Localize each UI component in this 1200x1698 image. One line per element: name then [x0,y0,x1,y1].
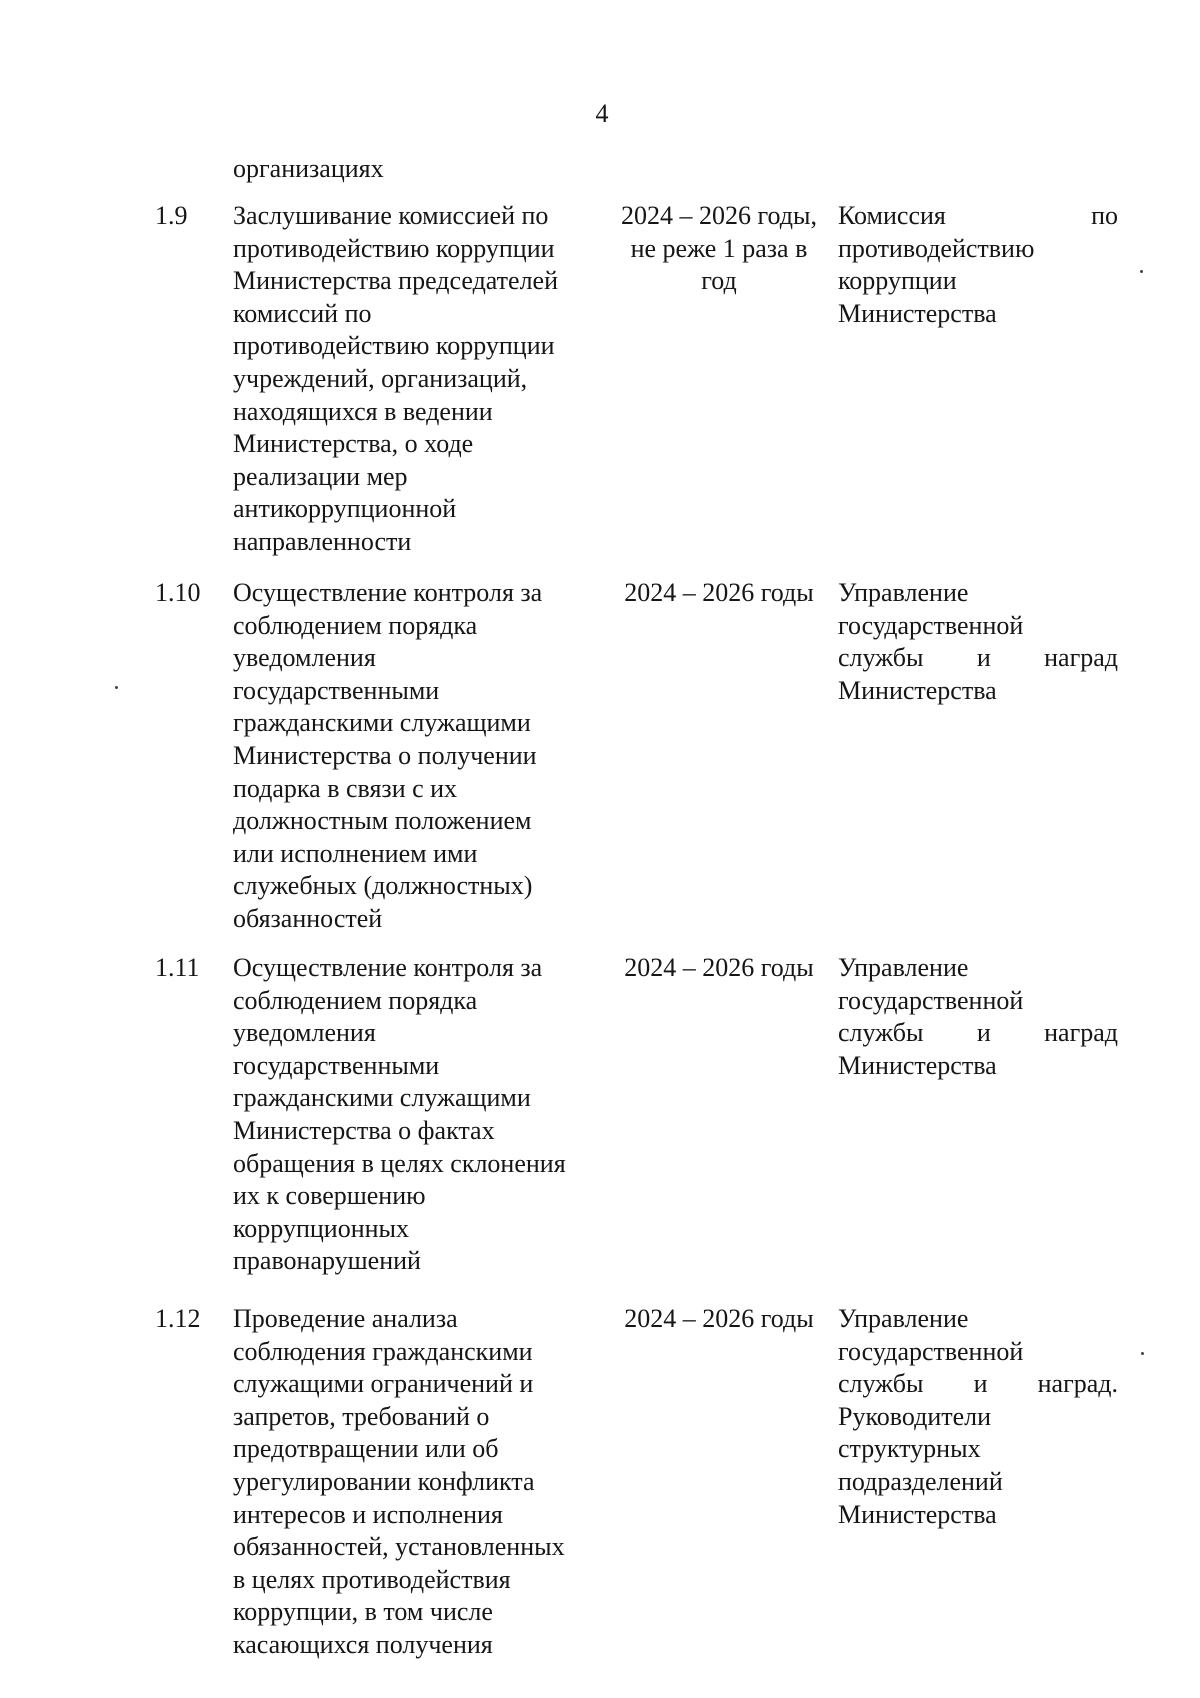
scan-speck [115,686,118,689]
implementation-period: 2024 – 2026 годы [624,953,814,982]
responsible-word: службы [838,1369,924,1399]
responsible-word: Управление [838,1304,969,1333]
responsible-word: наград [1044,1018,1118,1048]
responsible-word: службы [838,1018,924,1048]
responsible-line [838,675,1118,708]
responsible-line [838,577,1118,610]
continuation-text: организациях [233,154,384,183]
responsible-line [838,200,1118,233]
responsible-line [838,1303,1118,1336]
responsible-party [838,952,1118,1082]
responsible-word: службы [838,643,924,673]
responsible-word: Министерства [838,675,997,705]
responsible-word: и [973,1369,988,1399]
responsible-line [838,1050,1118,1083]
responsible-word: и [976,643,991,673]
action-description: Осуществление контроля за соблюдением порядка уведомления государственными гражданскими служащими Министерства о получении подарка в связи с их должностным положением или исполнением ими служебных (должностных) обязанностей [233,578,543,933]
responsible-line [838,233,1118,266]
item-number: 1.10 [155,578,201,607]
implementation-period: 2024 – 2026 годы [624,578,814,607]
responsible-word: Министерства [838,1050,997,1080]
responsible-word: государственной [838,1336,1024,1366]
responsible-line [838,265,1118,298]
responsible-line [838,1368,1118,1401]
responsible-line [838,952,1118,985]
responsible-line [838,1466,1118,1499]
responsible-word: государственной [838,610,1024,640]
item-number: 1.9 [155,201,188,230]
responsible-word: и [976,1018,991,1048]
responsible-line [838,1499,1118,1532]
responsible-word: наград. [1037,1369,1118,1399]
responsible-party [838,200,1118,330]
item-number: 1.12 [155,1304,201,1333]
page-number: 4 [595,99,609,128]
responsible-line [838,1401,1118,1434]
responsible-line [838,642,1118,675]
responsible-party [838,577,1118,707]
responsible-word: государственной [838,985,1024,1015]
responsible-word: Министерства [838,298,997,328]
responsible-word: Министерства [838,1499,997,1529]
responsible-line [838,610,1118,643]
responsible-word: коррупции [838,266,957,296]
responsible-line [838,1336,1118,1369]
responsible-word: Управление [838,578,969,607]
responsible-word: противодействию [838,233,1035,263]
responsible-word: наград [1044,643,1118,673]
responsible-word: по [1091,201,1118,230]
responsible-line [838,1433,1118,1466]
responsible-word: Руководители [838,1401,992,1431]
responsible-word: Управление [838,953,969,982]
responsible-line [838,1017,1118,1050]
responsible-line [838,985,1118,1018]
responsible-line [838,298,1118,331]
responsible-word: структурных [838,1434,981,1464]
action-description: Осуществление контроля за соблюдением порядка уведомления государственными гражданскими служащими Министерства о фактах обращения в целях склонения их к совершению коррупционных правонарушений [233,953,566,1276]
implementation-period: 2024 – 2026 годы, не реже 1 раза в год [621,201,817,296]
responsible-word: подразделений [838,1466,1003,1496]
item-number: 1.11 [155,953,200,982]
scan-speck [1141,1352,1144,1355]
action-description: Проведение анализа соблюдения гражданскими служащими ограничений и запретов, требований о предотвращении или об урегулировании конфликта интересов и исполнения обязанностей, установленных в целях противодействия коррупции, в том числе касающихся получения [233,1304,565,1659]
responsible-word: Комиссия [838,201,946,230]
implementation-period: 2024 – 2026 годы [624,1304,814,1333]
action-description: Заслушивание комиссией по противодействию коррупции Министерства председателей комиссий по противодействию коррупции учреждений, организаций, находящихся в ведении Министерства, о ходе реализации мер антикоррупционной направленности [233,201,558,556]
responsible-party [838,1303,1118,1531]
scan-speck [1140,270,1143,273]
